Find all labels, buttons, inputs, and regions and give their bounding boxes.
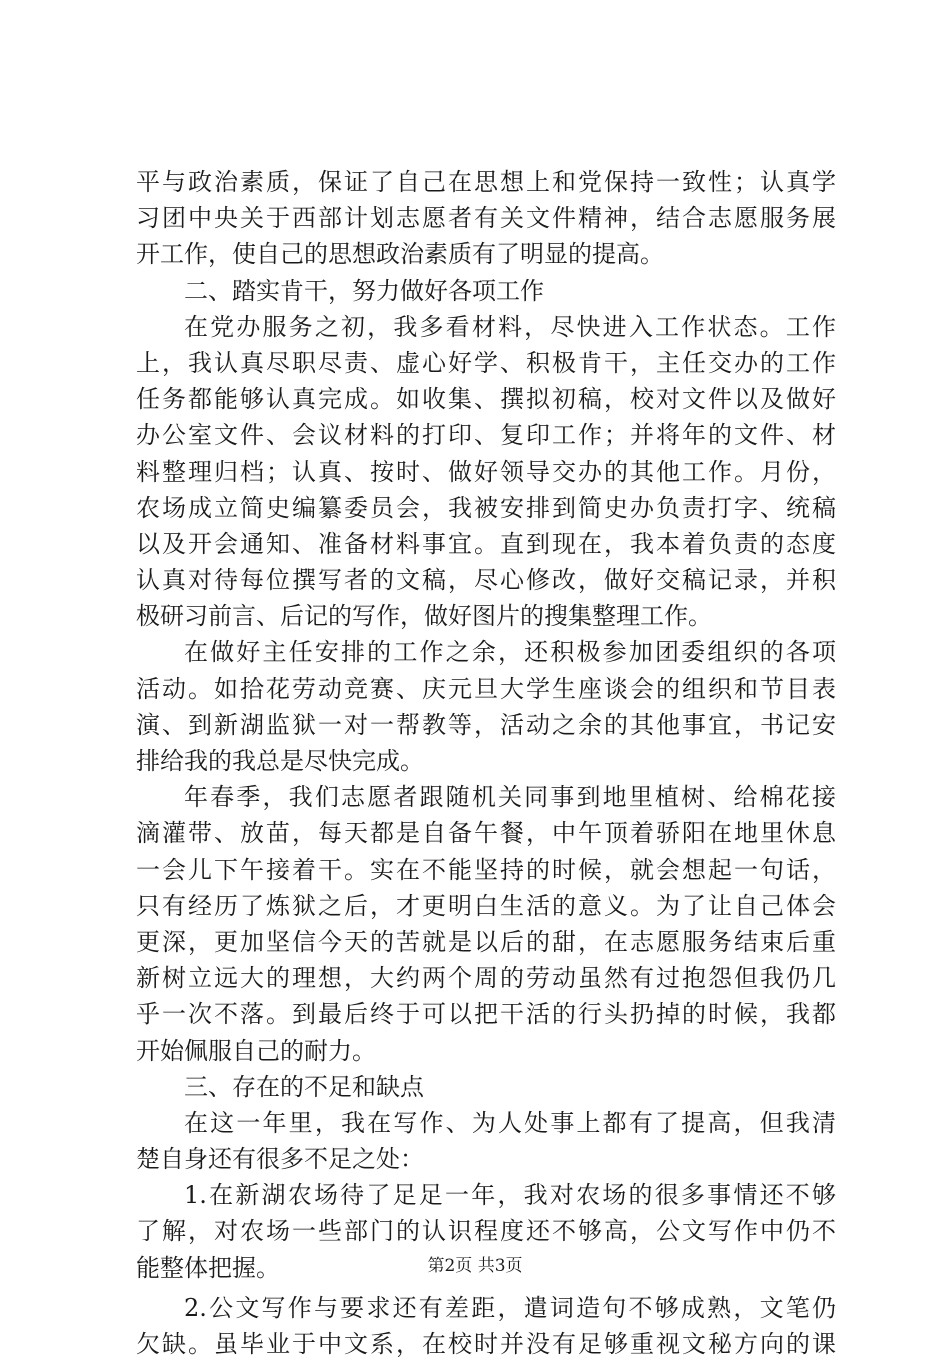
text-line: 开始佩服自己的耐力。 [136, 1036, 376, 1065]
text-line: 新树立远大的理想，大约两个周的劳动虽然有过抱怨但我仍几 [136, 964, 836, 993]
text-line: 料整理归档；认真、按时、做好领导交办的其他工作。月份， [136, 457, 836, 486]
document-body [136, 164, 836, 1362]
text-line: 办公室文件、会议材料的打印、复印工作；并将年的文件、材 [136, 421, 836, 450]
page-footer: 第2页 共3页 [427, 1256, 523, 1276]
text-line: 楚自身还有很多不足之处： [136, 1145, 424, 1174]
text-line: 年春季，我们志愿者跟随机关同事到地里植树、给棉花接 [184, 783, 836, 812]
text-line: 能整体把握。 [136, 1253, 280, 1282]
text-line: 了解，对农场一些部门的认识程度还不够高，公文写作中仍不 [136, 1217, 836, 1246]
text-line: 更深，更加坚信今天的苦就是以后的甜，在志愿服务结束后重 [136, 927, 836, 956]
text-line: 极研习前言、后记的写作，做好图片的搜集整理工作。 [136, 602, 712, 631]
text-line: 在党办服务之初，我多看材料，尽快进入工作状态。工作 [184, 312, 836, 341]
text-line: 欠缺。虽毕业于中文系，在校时并没有足够重视文秘方向的课 [136, 1330, 836, 1358]
text-line: 习团中央关于西部计划志愿者有关文件精神，结合志愿服务展 [136, 204, 836, 233]
text-line: 任务都能够认真完成。如收集、撰拟初稿，校对文件以及做好 [136, 385, 836, 414]
text-line: 开工作，使自己的思想政治素质有了明显的提高。 [136, 240, 664, 269]
text-line: 在做好主任安排的工作之余，还积极参加团委组织的各项 [184, 638, 836, 667]
text-line: 活动。如拾花劳动竞赛、庆元旦大学生座谈会的组织和节目表 [136, 674, 836, 703]
text-line: 只有经历了炼狱之后，才更明白生活的意义。为了让自己体会 [136, 891, 836, 920]
text-line: 农场成立简史编纂委员会，我被安排到简史办负责打字、统稿 [136, 493, 836, 522]
text-line: 平与政治素质，保证了自己在思想上和党保持一致性；认真学 [136, 168, 836, 196]
list-item-line: 1.在新湖农场待了足足一年，我对农场的很多事情还不够 [184, 1181, 836, 1210]
text-line: 在这一年里，我在写作、为人处事上都有了提高，但我清 [184, 1108, 836, 1137]
text-line: 一会儿下午接着干。实在不能坚持的时候，就会想起一句话， [136, 855, 836, 884]
list-item-line: 2.公文写作与要求还有差距，遣词造句不够成熟，文笔仍 [184, 1293, 836, 1322]
text-line: 上，我认真尽职尽责、虚心好学、积极肯干，主任交办的工作 [136, 348, 836, 377]
text-line: 演、到新湖监狱一对一帮教等，活动之余的其他事宜，书记安 [136, 710, 836, 739]
text-line: 乎一次不落。到最后终于可以把干活的行头扔掉的时候，我都 [136, 1000, 836, 1029]
section-heading: 二、踏实肯干，努力做好各项工作 [184, 276, 544, 305]
text-line: 排给我的我总是尽快完成。 [136, 747, 424, 775]
section-heading: 三、存在的不足和缺点 [184, 1072, 424, 1101]
text-line: 以及开会通知、准备材料事宜。直到现在，我本着负责的态度 [136, 529, 836, 558]
text-line: 滴灌带、放苗，每天都是自备午餐，中午顶着骄阳在地里休息 [136, 819, 836, 848]
text-line: 认真对待每位撰写者的文稿，尽心修改，做好交稿记录，并积 [136, 566, 836, 595]
